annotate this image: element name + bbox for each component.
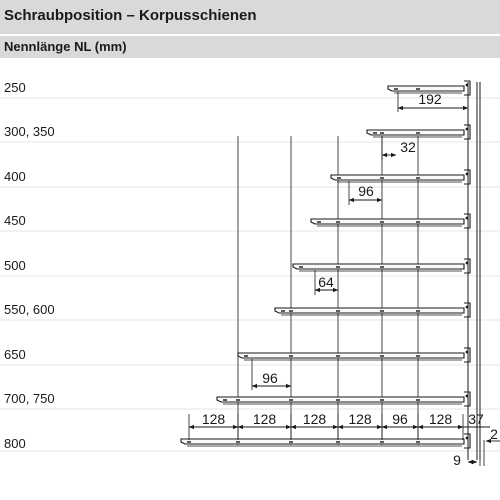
rail-front-bracket bbox=[464, 259, 470, 273]
rail-body bbox=[311, 219, 464, 224]
dimension-192: 192 bbox=[418, 91, 442, 107]
page-title: Schraubposition – Korpusschienen bbox=[4, 7, 257, 24]
rail-body bbox=[293, 264, 464, 269]
cabinet-rail bbox=[181, 434, 470, 448]
rail-body bbox=[181, 439, 464, 444]
dimension-group bbox=[189, 92, 500, 466]
dimension-64: 64 bbox=[318, 274, 334, 290]
column-header-nominal-length: Nennlänge NL (mm) bbox=[4, 39, 127, 54]
row-label-450: 450 bbox=[4, 213, 26, 228]
dimension-2: 2 bbox=[490, 426, 498, 442]
rail-front-bracket bbox=[464, 392, 470, 406]
dimension-text-group bbox=[202, 91, 498, 468]
dimension-37: 37 bbox=[468, 411, 484, 427]
dimension-chain-0: 128 bbox=[201, 411, 226, 427]
dimension-9: 9 bbox=[453, 452, 461, 468]
rail-front-bracket bbox=[464, 125, 470, 139]
rail-body bbox=[275, 308, 464, 313]
dimension-chain-3: 128 bbox=[348, 411, 372, 427]
rail-front-bracket bbox=[464, 170, 470, 184]
row-label-800: 800 bbox=[4, 436, 26, 451]
cabinet-rail bbox=[217, 392, 470, 406]
cabinet-rail bbox=[293, 259, 470, 273]
row-label-550-600: 550, 600 bbox=[4, 302, 55, 317]
row-label-650: 650 bbox=[4, 347, 26, 362]
row-label-300-350: 300, 350 bbox=[4, 124, 55, 139]
row-label-700-750: 700, 750 bbox=[4, 391, 55, 406]
cabinet-rail bbox=[331, 170, 470, 184]
rail-front-bracket bbox=[464, 434, 470, 448]
row-label-400: 400 bbox=[4, 169, 26, 184]
dimension-chain-2: 128 bbox=[302, 411, 327, 427]
dimension-32: 32 bbox=[400, 139, 416, 155]
dimension-chain-4: 96 bbox=[392, 411, 408, 427]
rail-body bbox=[238, 353, 464, 358]
cabinet-rail bbox=[238, 348, 470, 362]
rail-front-bracket bbox=[464, 303, 470, 317]
dimension-chain-5: 128 bbox=[428, 411, 453, 427]
rail-group bbox=[0, 81, 500, 460]
cabinet-rail bbox=[311, 214, 470, 228]
cabinet-rail bbox=[367, 125, 470, 139]
dimension-96-upper: 96 bbox=[358, 183, 374, 199]
rail-body bbox=[217, 397, 464, 402]
row-label-500: 500 bbox=[4, 258, 26, 273]
rail-body bbox=[331, 175, 464, 180]
cabinet-rail bbox=[275, 303, 470, 317]
rail-front-bracket bbox=[464, 214, 470, 228]
dimension-chain-1: 128 bbox=[252, 411, 277, 427]
dimension-96-lower: 96 bbox=[262, 370, 278, 386]
row-label-250: 250 bbox=[4, 80, 26, 95]
rail-front-bracket bbox=[464, 81, 470, 95]
rail-front-bracket bbox=[464, 348, 470, 362]
